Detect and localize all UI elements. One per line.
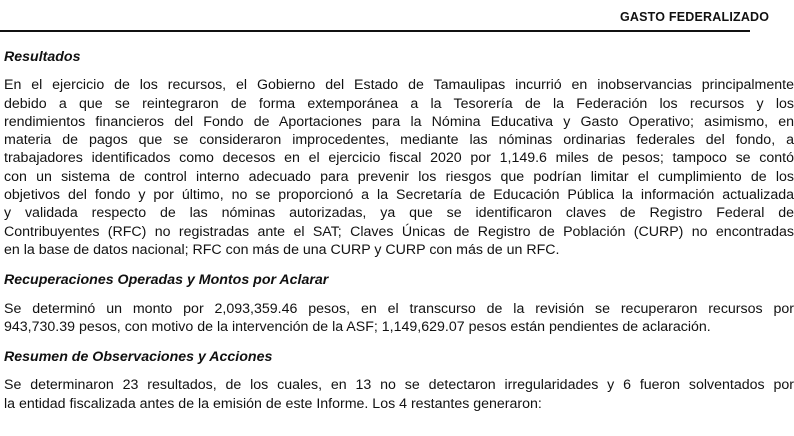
text-line: trabajadores identificados como decesos en el ejercicio fiscal 2020 por 1,149.6 miles de pesos; tampoco se contó xyxy=(4,150,794,167)
text-line: con un sistema de control interno adecuado para prevenir los riesgos que podrían limitar el cumplimiento de los xyxy=(4,168,794,185)
paragraph-resultados xyxy=(4,76,794,259)
text-line: en la base de datos nacional; RFC con más de una CURP y CURP con más de un RFC. xyxy=(4,241,560,258)
text-line: materia de pagos que se consideraron improcedentes, mediante las nóminas ordinarias federales del fondo, a xyxy=(4,132,794,149)
text-line: 943,730.39 pesos, con motivo de la intervención de la ASF; 1,149,629.07 pesos están pendientes de aclaración. xyxy=(4,318,711,335)
text-line: la entidad fiscalizada antes de la emisión de este Informe. Los 4 restantes generaron: xyxy=(4,395,542,412)
section-heading-resumen: Resumen de Observaciones y Acciones xyxy=(4,349,273,366)
text-line: rendimientos financieros del Fondo de Aportaciones para la Nómina Educativa y Gasto Operativo; asimismo, en xyxy=(4,113,794,130)
document-body xyxy=(4,34,794,413)
text-line: En el ejercicio de los recursos, el Gobierno del Estado de Tamaulipas incurrió en inobservancias principalmente xyxy=(4,77,794,94)
header-rule xyxy=(0,30,750,32)
text-line: objetivos del fondo y por último, no se proporcionó a la Secretaría de Educación Pública la información actualizada xyxy=(4,187,794,204)
text-line: y validada respecto de las nóminas autorizadas, ya que se identificaron claves de Registro Federal de xyxy=(4,205,794,222)
text-line: Contribuyentes (RFC) no registradas ante el SAT; Claves Únicas de Registro de Población (CURP) no encontradas xyxy=(4,223,794,240)
text-line: Se determinaron 23 resultados, de los cuales, en 13 no se detectaron irregularidades y 6 fueron solventados por xyxy=(4,377,794,394)
section-heading-resultados: Resultados xyxy=(4,49,81,65)
text-line: debido a que se reintegraron de forma extemporánea a la Tesorería de la Federación los recursos y los xyxy=(4,95,794,112)
running-header: GASTO FEDERALIZADO xyxy=(620,10,770,24)
section-heading-recuperaciones: Recuperaciones Operadas y Montos por Aclarar xyxy=(4,272,329,289)
text-line: Se determinó un monto por 2,093,359.46 pesos, en el transcurso de la revisión se recuperaron recursos por xyxy=(4,300,794,317)
paragraph-resumen xyxy=(4,376,794,413)
paragraph-recuperaciones xyxy=(4,300,794,337)
